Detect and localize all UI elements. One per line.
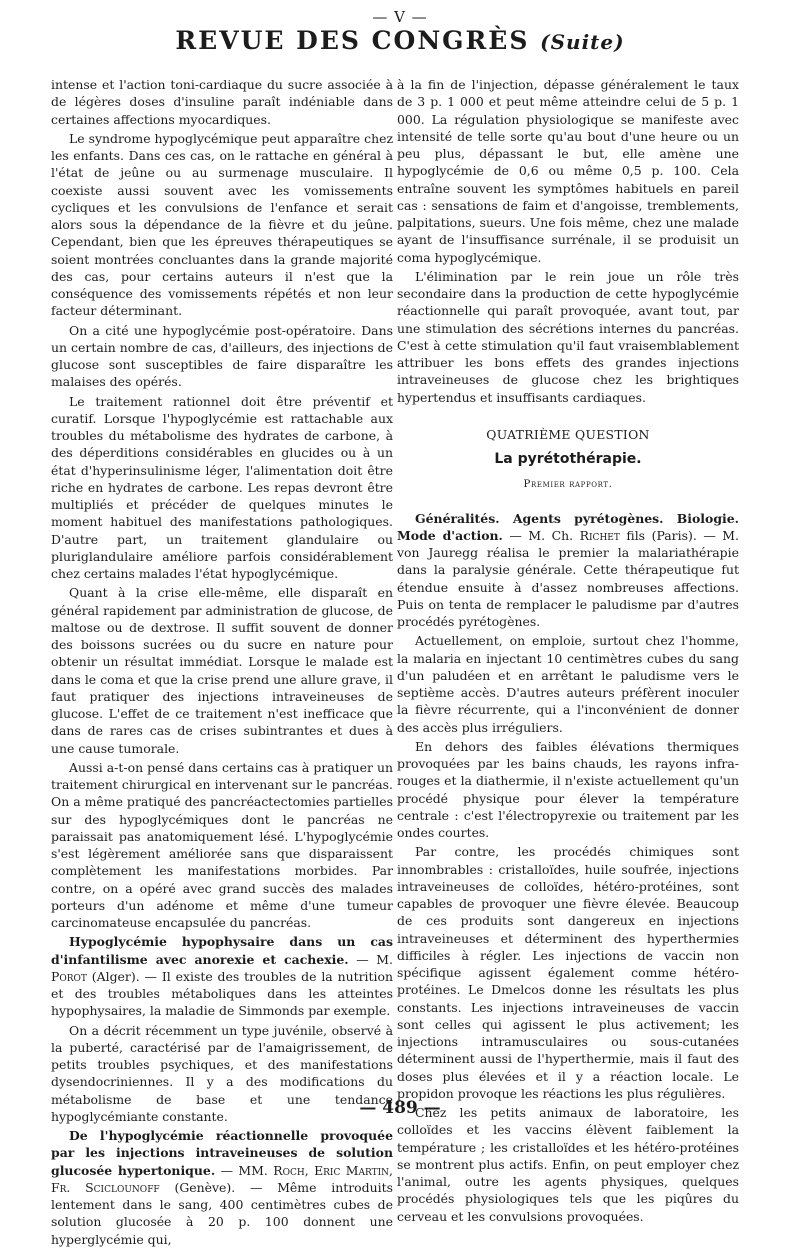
paragraph: En dehors des faibles élévations thermiques provoquées par les bains chauds, les rayons infra-rouges et la diathermie, il n'existe actuellement qu'un procédé physique pour élever la température centrale : c'est l'électropyrexie ou traitement par les ondes courtes. [397, 738, 739, 840]
paragraph: Le syndrome hypoglycémique peut apparaître chez les enfants. Dans ces cas, on le rattache en général à l'état de jeûne ou au surmenage musculaire. Il coexiste aussi souvent avec les vomissements cycliques et les convulsions de l'enfance et serait alors sous la dépendance de la fièvre et du jeûne. Cependant, bien que les épreuves thérapeutiques se soient montrées concluantes dans la grande majorité des cas, pour certains auteurs il n'est que la conséquence des vomissements répétés et non leur facteur déterminant. [51, 130, 393, 319]
article-title: Hypoglycémie hypophysaire dans un cas d'infantilisme avec anorexie et cachexie. [51, 934, 393, 967]
paragraph: Chez les petits animaux de laboratoire, les colloïdes et les vaccins élèvent faiblement la température ; les cristalloïdes et les hétéro-protéines se montrent plus actifs. Enfin, on peut employer chez l'animal, outre les agents physiques, quelques procédés physiologiques tels que les piqûres du cerveau et les convulsions provoquées. [397, 1105, 739, 1224]
paragraph: Quant à la crise elle-même, elle disparaît en général rapidement par administration de glucose, de maltose ou de dextrose. Il suffit souvent de donner des boissons sucrées ou du sucre en nature pour obtenir un résultat immédiat. Lorsque le malade est dans le coma et que la crise prend une allure grave, il faut pratiquer des injections intraveineuses de glucose. L'effet de ce traitement n'est inefficace que dans de rares cas de crises subintrantes et dues à une cause tumorale. [51, 585, 393, 756]
article-entry [51, 1127, 393, 1248]
paragraph: Le traitement rationnel doit être préventif et curatif. Lorsque l'hypoglycémie est rattachable aux troubles du métabolisme des hydrates de carbone, à des déperditions considérables en glucides ou à un état d'hyperinsulinisme léger, l'alimentation doit être riche en hydrates de carbone. Les repas devront être multipliés et précéder de quelques minutes le moment habituel des manifestations pathologiques. D'autre part, un traitement glandulaire ou pluriglandulaire améliore parfois considérablement chez certains malades l'état hypoglycémique. [51, 393, 393, 581]
left-column [51, 76, 393, 1250]
article-author: Roch, Eric Martin, Fr. Sciclounoff [51, 1162, 393, 1195]
paragraph: L'élimination par le rein joue un rôle très secondaire dans la production de cette hypoglycémie réactionnelle qui paraît provoquée, avant tout, par une stimulation des sécrétions internes du pancréas. C'est à cette stimulation qu'il faut vraisemblablement attribuer les bons effets des grandes injections intraveineuses de glucose chez les brightiques hypertendus et insuffisants cardiaques. [397, 268, 739, 405]
section-title: La pyrétothérapie. [494, 451, 642, 467]
article-entry [51, 933, 393, 1019]
article-dash: — M. Ch. [502, 527, 580, 543]
article-title: Généralités. Agents pyrétogènes. Biologie. Mode d'action. [397, 510, 739, 543]
article-text: fils (Paris). — M. von Jauregg réalisa le premier la malariathérapie dans la paralysie générale. Cette thérapeutique fut étendue ensuite à d'assez nombreuses affections. Puis on tenta de remplacer le paludisme par d'autres procédés pyrétogènes. [397, 527, 740, 629]
paragraph: On a décrit récemment un type juvénile, observé à la puberté, caractérisé par de l'amaigrissement, de petits troubles psychiques, et des manifestations dysendocriniennes. Il y a des modifications du métabolisme de base et une tendance hypoglycémiante constante. [51, 1022, 393, 1124]
article-dash: — MM. [215, 1162, 274, 1178]
section-heading: QUATRIÈME QUESTION [486, 426, 650, 442]
title-main: REVUE DES CONGRÈS [175, 26, 530, 55]
paragraph: Actuellement, on emploie, surtout chez l'homme, la malaria en injectant 10 centimètres cubes du sang d'un paludéen et en arrêtant le paludisme vers le septième accès. D'autres auteurs préfèrent inoculer la fièvre récurrente, qui a l'inconvénient de donner des accès plus irréguliers. [397, 633, 739, 735]
paragraph: Par contre, les procédés chimiques sont innombrables : cristalloïdes, huile soufrée, injections intraveineuses de colloïdes, hétéro-protéines, sont capables de provoquer une fièvre élevée. Beaucoup de ces produits sont dangereux en injections intraveineuses et déterminent des hyperthermies difficiles à régler. Les injections de vaccin non spécifique agissent également comme hétéro-protéines. Le Dmelcos donne les résultats les plus constants. Les injections intraveineuses de vaccin sont celles qui agissent le plus activement; les injections intramusculaires ou sous-cutanées déterminent aussi de l'hyperthermie, mais il faut des doses plus élevées et il y a réaction locale. Le propidon provoque les réactions les plus régulières. [397, 844, 739, 1101]
article-dash: — M. [348, 951, 393, 967]
paragraph: à la fin de l'injection, dépasse généralement le taux de 3 p. 1 000 et peut même atteindre celui de 5 p. 1 000. La régulation physiologique se manifeste avec intensité de telle sorte qu'au bout d'une heure ou un peu plus, dépassant le but, elle amène une hypoglycémie de 0,6 ou même 0,5 p. 100. Cela entraîne souvent les symptômes habituels en pareil cas : sensations de faim et d'angoisse, tremblements, palpitations, sueurs. Une fois même, chez une malade ayant de l'insuffisance surrénale, il se produisit un coma hypoglycémique. [397, 77, 739, 265]
page-title [0, 26, 800, 55]
article-text: (Alger). — Il existe des troubles de la nutrition et des troubles métaboliques dans les atteintes hypophysaires, la maladie de Simmonds par exemple. [51, 968, 393, 1019]
paragraph: On a cité une hypoglycémie post-opératoire. Dans un certain nombre de cas, d'ailleurs, des injections de glucose sont susceptibles de faire disparaître les malaises des opérés. [51, 322, 393, 390]
page-number: — 489 — [359, 1098, 441, 1118]
article-author: Porot [51, 968, 87, 984]
paragraph: Aussi a-t-on pensé dans certains cas à pratiquer un traitement chirurgical en intervenant sur le pancréas. On a même pratiqué des pancréactectomies partielles sur des hypoglycémiques dont le pancréas ne paraissait pas anatomiquement lésé. L'hypoglycémie s'est légèrement améliorée sans que disparaissent complètement les manifestations morbides. Par contre, on a opéré avec grand succès des malades porteurs d'un adénome et même d'une tumeur carcinomateuse encapsulée du pancréas. [51, 759, 393, 930]
right-column [397, 76, 739, 1227]
article-entry [397, 510, 739, 631]
page-folio: — V — [372, 8, 428, 26]
title-suite: (Suite) [540, 30, 625, 54]
article-title: De l'hypoglycémie réactionnelle provoquée par les injections intraveineuses de solution glucosée hypertonique. [51, 1128, 393, 1178]
article-text: (Genève). — Même introduits lentement dans le sang, 400 centimètres cubes de solution glucosée à 20 p. 100 donnent une hyperglycémie qui, [51, 1179, 393, 1247]
article-author: Richet [579, 527, 620, 543]
paragraph: intense et l'action toni-cardiaque du sucre associée à de légères doses d'insuline paraît indéniable dans certaines affections myocardiques. [51, 77, 393, 127]
report-label: Premier rapport. [523, 479, 613, 491]
